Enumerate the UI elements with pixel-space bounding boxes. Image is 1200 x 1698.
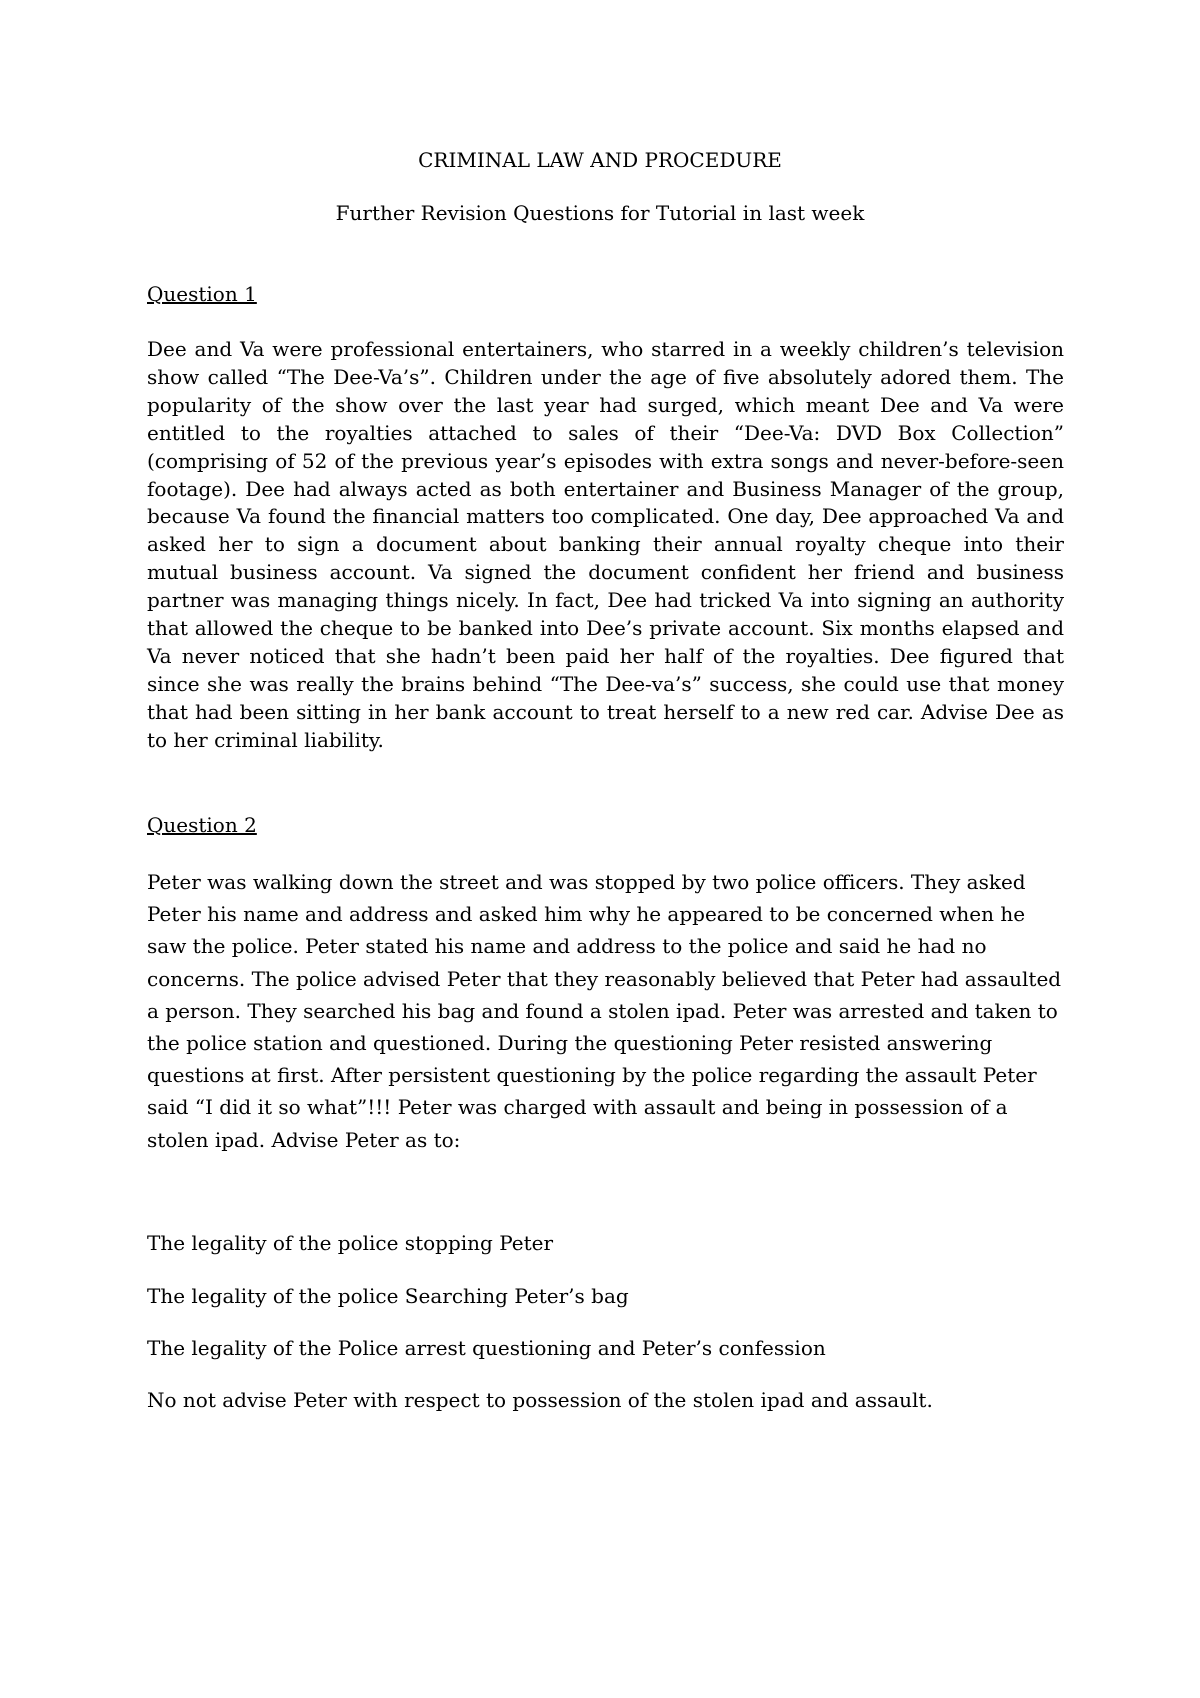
question-1-heading: Question 1 xyxy=(147,282,257,306)
question-2-item: The legality of the police Searching Peter’s bag xyxy=(147,1284,629,1308)
question-1-body: Dee and Va were professional entertainers, who starred in a weekly children’s television show called “The Dee-Va’s”. Children under the age of five absolutely adored them. The popularity of the show over the last year had surged, which meant Dee and Va were entitled to the royalties attached to sales of their “Dee-Va: DVD Box Collection” (comprising of 52 of the previous year’s episodes with extra songs and never-before-seen footage). Dee had always acted as both entertainer and Business Manager of the group, because Va found the financial matters too complicated. One day, Dee approached Va and asked her to sign a document about banking their annual royalty cheque into their mutual business account. Va signed the document confident her friend and business partner was managing things nicely. In fact, Dee had tricked Va into signing an authority that allowed the cheque to be banked into Dee’s private account. Six months elapsed and Va never noticed that she hadn’t been paid her half of the royalties. Dee figured that since she was really the brains behind “The Dee-va’s” success, she could use that money that had been sitting in her bank account to treat herself to a new red car. Advise Dee as to her criminal liability. xyxy=(147,337,1064,752)
question-2-item: The legality of the police stopping Peter xyxy=(147,1231,554,1255)
question-2-item: No not advise Peter with respect to possession of the stolen ipad and assault. xyxy=(147,1388,933,1412)
question-2-heading: Question 2 xyxy=(147,813,257,837)
question-2-item: The legality of the Police arrest questioning and Peter’s confession xyxy=(147,1336,826,1360)
question-2-body: Peter was walking down the street and was stopped by two police officers. They asked Peter his name and address and asked him why he appeared to be concerned when he saw the police. Peter stated his name and address to the police and said he had no concerns. The police advised Peter that they reasonably believed that Peter had assaulted a person. They searched his bag and found a stolen ipad. Peter was arrested and taken to the police station and questioned. During the questioning Peter resisted answering questions at first. After persistent questioning by the police regarding the assault Peter said “I did it so what”!!! Peter was charged with assault and being in possession of a stolen ipad. Advise Peter as to: xyxy=(147,870,1062,1152)
document-title: CRIMINAL LAW AND PROCEDURE xyxy=(418,148,782,172)
document-subtitle: Further Revision Questions for Tutorial in last week xyxy=(335,201,865,225)
